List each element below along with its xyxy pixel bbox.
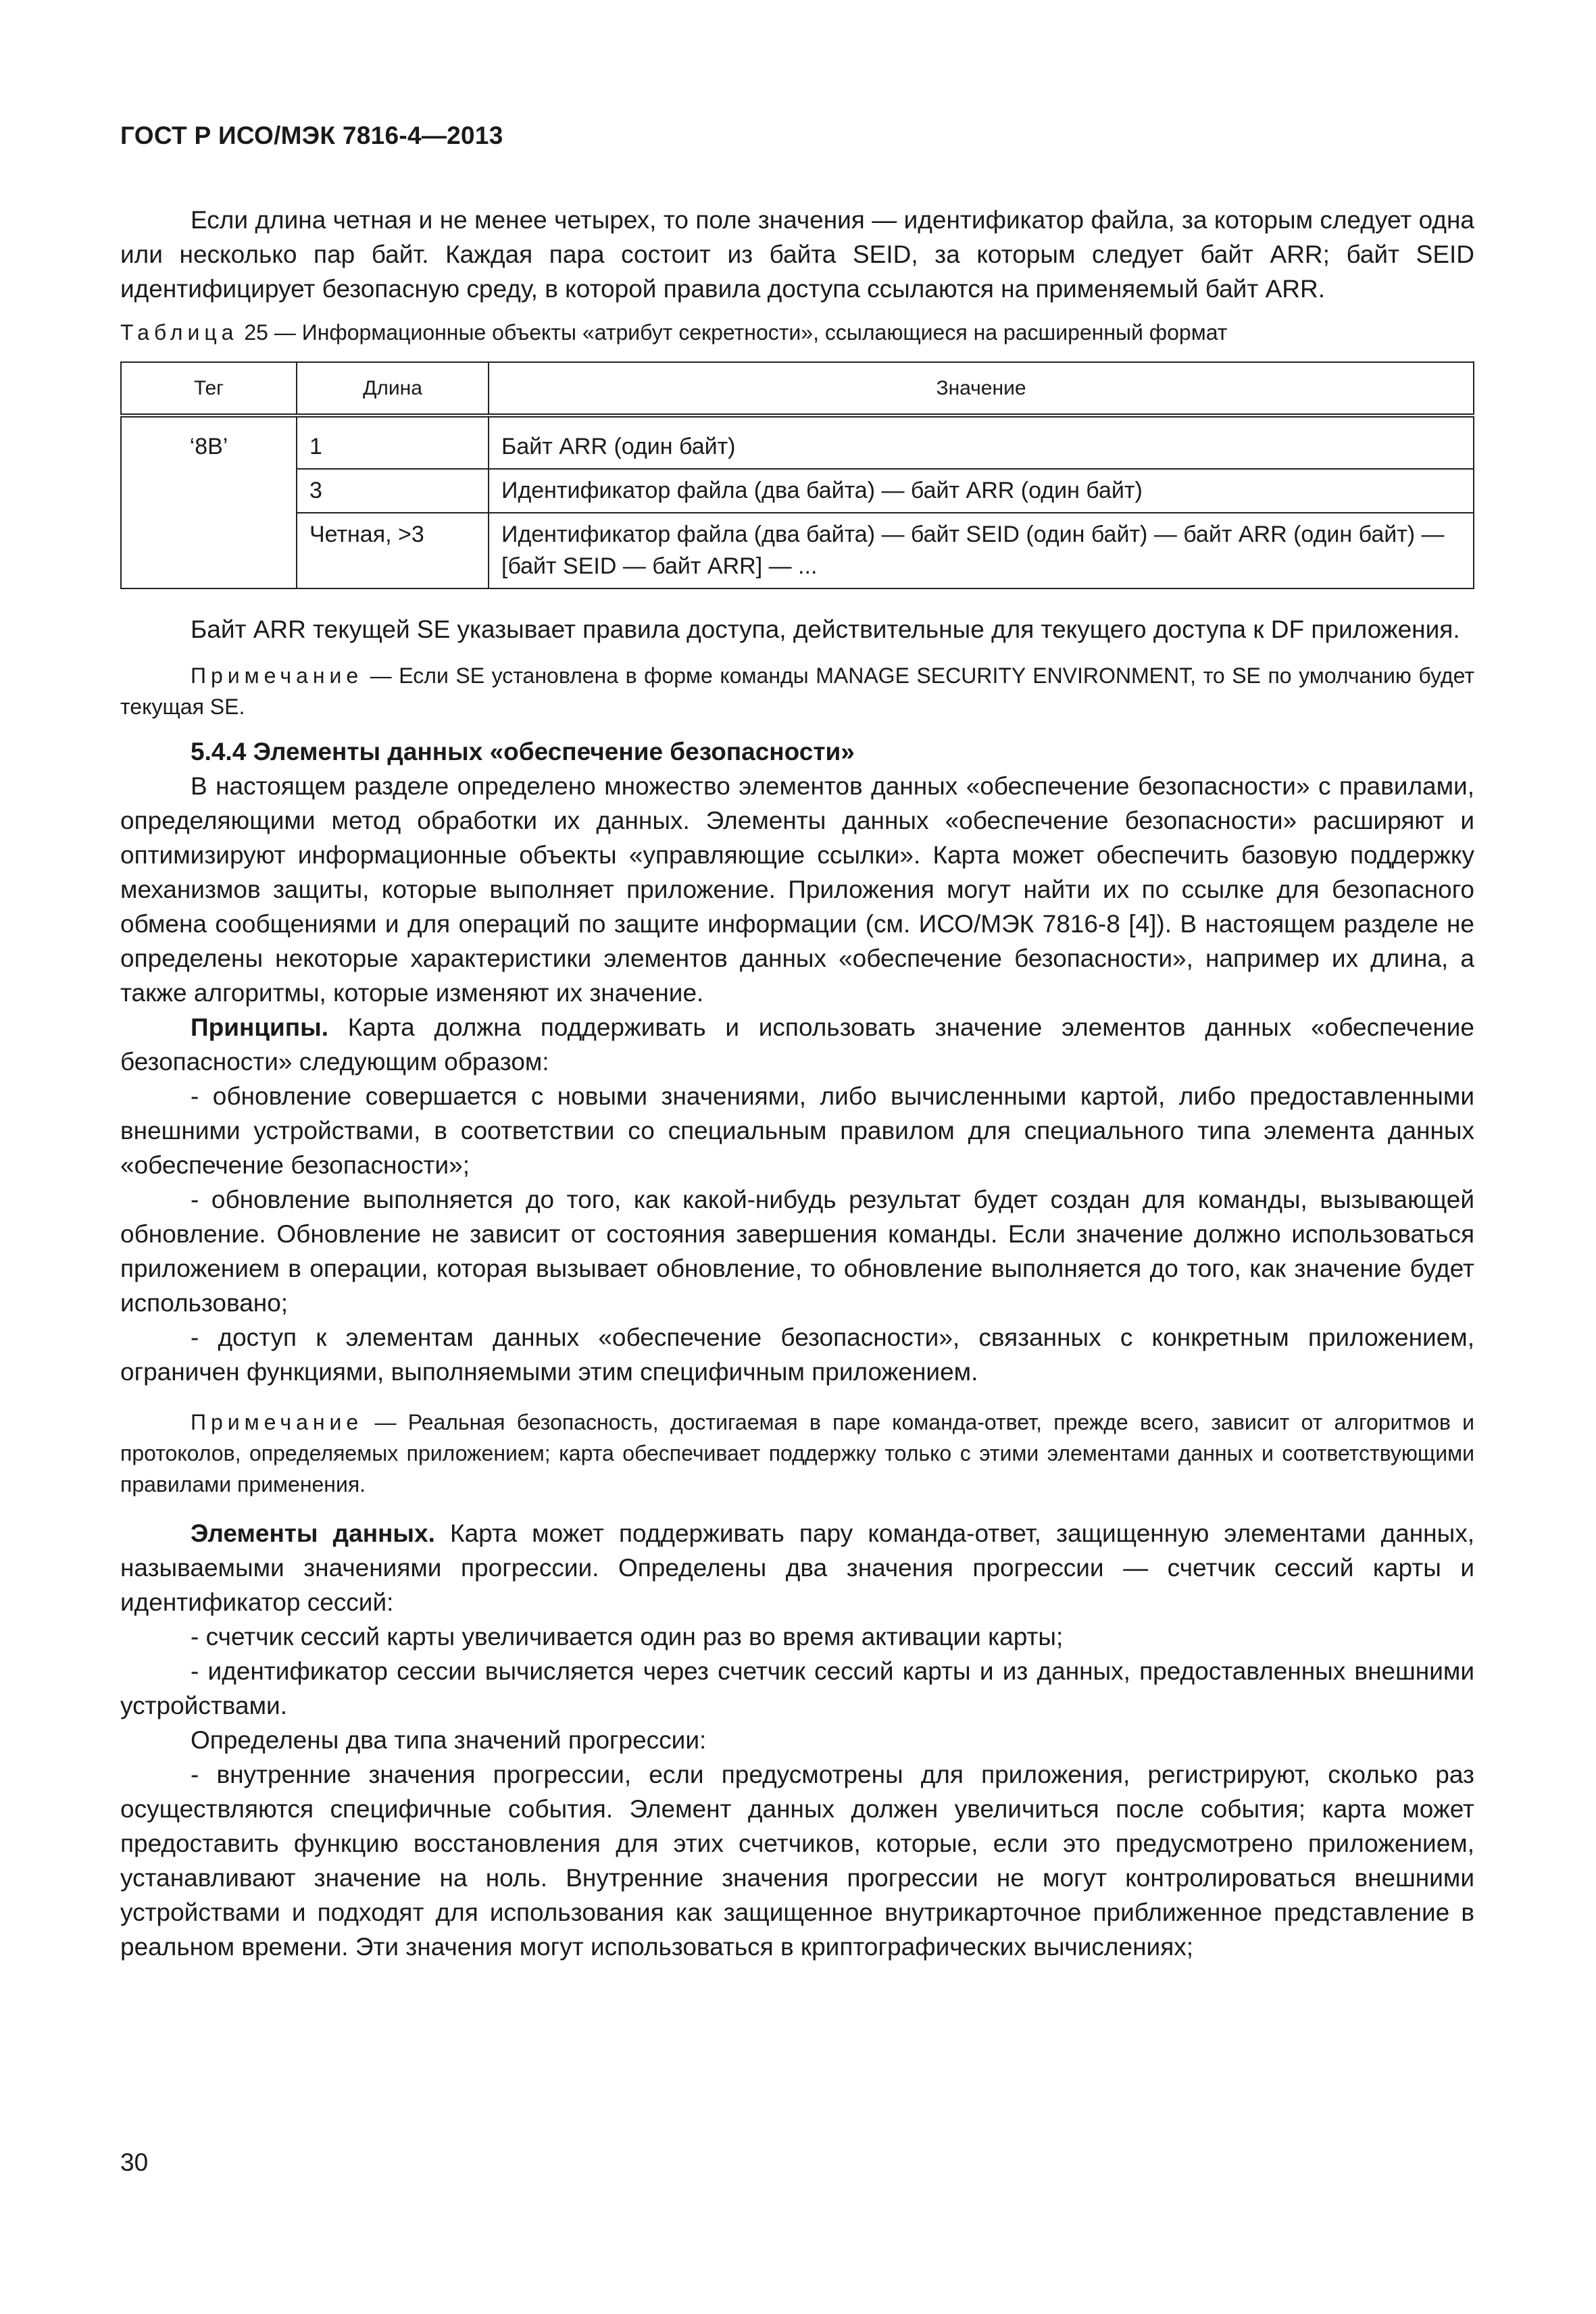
value-cell: Идентификатор файла (два байта) — байт ARR (один байт) — [489, 469, 1474, 513]
tag-cell: ‘8B’ — [121, 416, 297, 588]
length-cell: 1 — [297, 416, 489, 469]
intro-paragraph: Если длина четная и не менее четырех, то поле значения — идентификатор файла, за которым следует одна или несколько пар байт. Каждая пара состоит из байта SEID, за которым следует байт ARR; байт SEID идентифицирует безопасную среду, в которой правила доступа ссылаются на применяемый байт ARR. — [120, 206, 1474, 303]
column-header-value: Значение — [489, 362, 1474, 416]
table-row — [121, 416, 1474, 469]
table-header-row — [121, 362, 1474, 416]
principles-paragraph — [120, 1010, 1474, 1079]
after-table-paragraph: Байт ARR текущей SE указывает правила доступа, действительные для текущего доступа к DF приложения. — [191, 615, 1460, 643]
principles-text: Карта должна поддерживать и использовать значение элементов данных «обеспечение безопасности» следующим образом: — [120, 1013, 1474, 1076]
section-heading: 5.4.4 Элементы данных «обеспечение безопасности» — [191, 738, 855, 765]
table-25 — [120, 361, 1474, 589]
page-number: 30 — [120, 2148, 149, 2176]
table-caption-text: 25 — Информационные объекты «атрибут секретности», ссылающиеся на расширенный формат — [238, 320, 1228, 345]
principles-label: Принципы. — [191, 1013, 329, 1041]
value-cell: Байт ARR (один байт) — [489, 416, 1474, 469]
types-intro: Определены два типа значений прогрессии: — [191, 1726, 707, 1754]
list-item: - внутренние значения прогрессии, если предусмотрены для приложения, регистрируют, сколько раз осуществляются специфичные события. Элемент данных должен увеличиться после события; карта может предоставить функцию восстановления для этих счетчиков, которые, если это предусмотрено приложением, устанавливают значение на ноль. Внутренние значения прогрессии не могут контролироваться внешними устройствами и подходят для использования как защищенное внутрикарточное приближенное представление в реальном времени. Эти значения могут использоваться в криптографических вычислениях; — [120, 1761, 1474, 1961]
length-cell: 3 — [297, 469, 489, 513]
table-caption — [120, 317, 1474, 348]
table-caption-label: Таблица — [120, 320, 239, 345]
note-2 — [120, 1407, 1474, 1500]
note-1 — [120, 660, 1474, 722]
note-1-text: — Если SE установлена в форме команды MANAGE SECURITY ENVIRONMENT, то SE по умолчанию будет текущая SE. — [120, 663, 1474, 719]
document-body — [120, 203, 1474, 1964]
data-elements-label: Элементы данных. — [191, 1519, 435, 1547]
column-header-tag: Тег — [121, 362, 297, 416]
note-2-text: — Реальная безопасность, достигаемая в паре команда-ответ, прежде всего, зависит от алгоритмов и протоколов, определяемых приложением; карта обеспечивает поддержку только с этими элементами данных и соответствующими правилами применения. — [120, 1410, 1474, 1496]
section-paragraph: В настоящем разделе определено множество элементов данных «обеспечение безопасности» с правилами, определяющими метод обработки их данных. Элементы данных «обеспечение безопасности» расширяют и оптимизируют информационные объекты «управляющие ссылки». Карта может обеспечить базовую поддержку механизмов защиты, которые выполняет приложение. Приложения могут найти их по ссылке для безопасного обмена сообщениями и для операций по защите информации (см. ИСО/МЭК 7816-8 [4]). В настоящем разделе не определены некоторые характеристики элементов данных «обеспечение безопасности», например их длина, а также алгоритмы, которые изменяют их значение. — [120, 772, 1474, 1007]
list-item: - идентификатор сессии вычисляется через счетчик сессий карты и из данных, предоставленных внешними устройствами. — [120, 1657, 1474, 1719]
data-elements-text: Карта может поддерживать пару команда-ответ, защищенную элементами данных, называемыми значениями прогрессии. Определены два значения прогрессии — счетчик сессий карты и идентификатор сессий: — [120, 1519, 1474, 1616]
list-item: - обновление выполняется до того, как какой-нибудь результат будет создан для команды, вызывающей обновление. Обновление не зависит от состояния завершения команды. Если значение должно использоваться приложением в операции, которая вызывает обновление, то обновление выполняется до того, как значение будет использовано; — [120, 1186, 1474, 1317]
column-header-length: Длина — [297, 362, 489, 416]
note-1-label: Примечание — [191, 663, 364, 688]
table-row — [121, 469, 1474, 513]
list-item: - обновление совершается с новыми значениями, либо вычисленными картой, либо предоставленными внешними устройствами, в соответствии со специальным правилом для специального типа элемента данных «обеспечение безопасности»; — [120, 1082, 1474, 1179]
data-elements-paragraph — [120, 1516, 1474, 1619]
table-row — [121, 513, 1474, 588]
document-page — [120, 0, 1474, 2314]
note-2-label: Примечание — [191, 1410, 364, 1434]
value-cell: Идентификатор файла (два байта) — байт SEID (один байт) — байт ARR (один байт) — [байт SEID — байт ARR] — ... — [489, 513, 1474, 588]
length-cell: Четная, >3 — [297, 513, 489, 588]
list-item: - счетчик сессий карты увеличивается один раз во время активации карты; — [191, 1623, 1064, 1651]
document-header: ГОСТ Р ИСО/МЭК 7816-4—2013 — [120, 122, 503, 149]
list-item: - доступ к элементам данных «обеспечение безопасности», связанных с конкретным приложением, ограничен функциями, выполняемыми этим специфичным приложением. — [120, 1324, 1474, 1386]
